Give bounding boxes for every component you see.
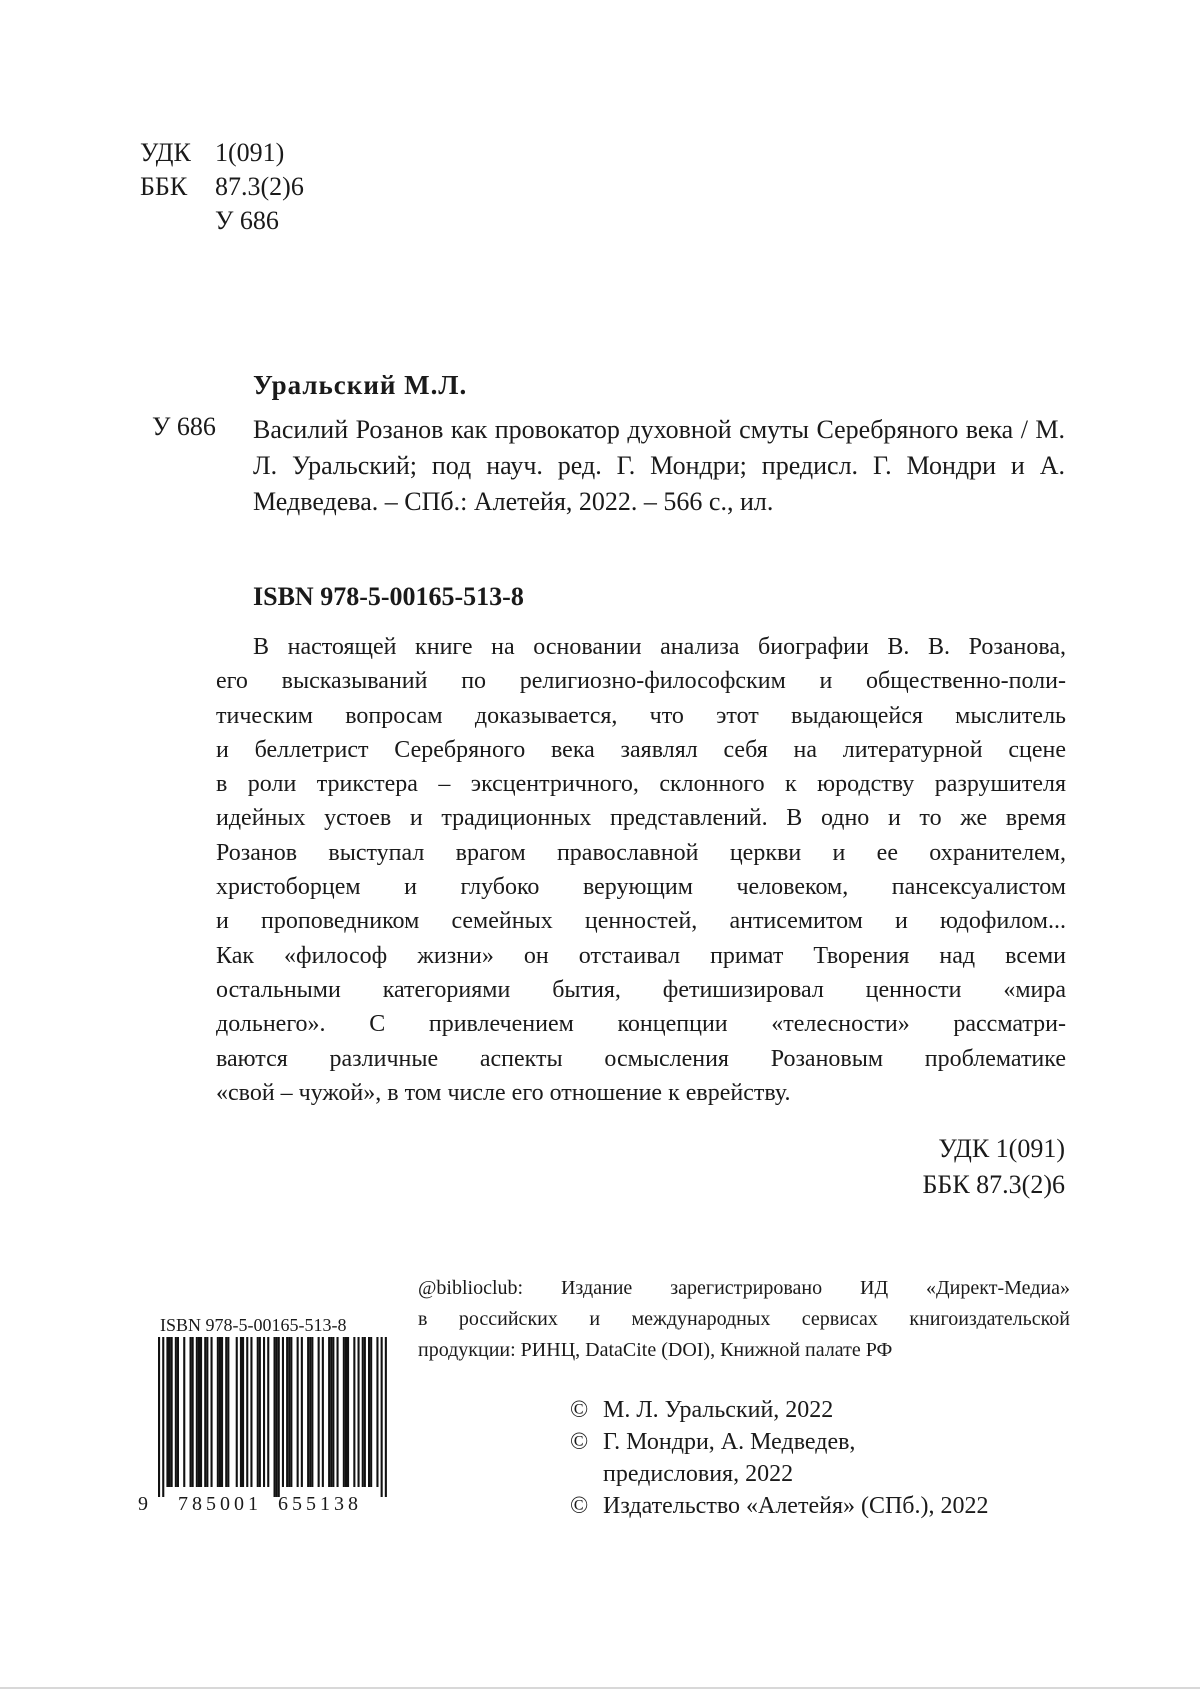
- udk-value: 1(091): [215, 138, 285, 167]
- bbk-value: 87.3(2)6: [215, 172, 304, 201]
- abstract-line: в роли трикстера – эксцентричного, склонного к юродству разрушителя: [216, 771, 1066, 798]
- copyright-line: © Г. Мондри, А. Медведев,: [570, 1426, 989, 1458]
- udk-label: УДК: [140, 138, 191, 167]
- udk-right: УДК 1(091): [938, 1134, 1065, 1163]
- abstract-line: ваются различные аспекты осмысления Розановым проблематике: [216, 1045, 1066, 1072]
- isbn: ISBN 978-5-00165-513-8: [253, 582, 524, 611]
- barcode-bars-icon: [150, 1337, 395, 1502]
- abstract-line: и беллетрист Серебряного века заявлял себя на литературной сцене: [216, 736, 1066, 763]
- abstract-line: Как «философ жизни» он отстаивал примат Творения над всеми: [216, 942, 1066, 969]
- udk-row: [140, 136, 304, 170]
- abstract-line: дольнего». С привлечением концепции «телесности» рассматри-: [216, 1011, 1066, 1038]
- page-bottom-edge: [0, 1687, 1200, 1689]
- author-heading: Уральский М.Л.: [253, 370, 468, 400]
- abstract-line: христоборцем и глубоко верующим человеком, пансексуалистом: [216, 874, 1066, 901]
- copyright-block: [570, 1394, 989, 1522]
- copyright-icon: ©: [570, 1397, 589, 1423]
- isbn-barcode: [138, 1315, 395, 1520]
- author-sign-margin: У 686: [152, 412, 216, 441]
- registration-line: продукции: РИНЦ, DataCite (DOI), Книжной палате РФ: [418, 1339, 893, 1361]
- barcode-isbn-text: ISBN 978-5-00165-513-8: [160, 1315, 347, 1335]
- abstract-line: тическим вопросам доказывается, что этот выдающейся мыслитель: [216, 702, 1066, 729]
- abstract-line: идейных устоев и традиционных представлений. В одно и то же время: [216, 805, 1066, 832]
- copyright-line-continued: предисловия, 2022: [603, 1461, 794, 1487]
- classification-codes: [140, 136, 304, 238]
- abstract-line: В настоящей книге на основании анализа биографии В. В. Розанова,: [253, 634, 1066, 660]
- barcode-digits-right: 655138: [278, 1493, 362, 1515]
- registration-line: @biblioclub: Издание зарегистрировано ИД «Директ-Медиа»: [418, 1277, 1070, 1299]
- copyright-icon: ©: [570, 1429, 589, 1455]
- copyright-line: © Издательство «Алетейя» (СПб.), 2022: [570, 1490, 989, 1522]
- registration-line: в российских и международных сервисах книгоиздательской: [418, 1308, 1070, 1330]
- classification-codes-right: [922, 1131, 1065, 1203]
- abstract-line: «свой – чужой», в том числе его отношение к еврейству.: [216, 1079, 791, 1106]
- registration-notice: [418, 1273, 1070, 1366]
- barcode-lead-digit: 9: [138, 1493, 148, 1515]
- copyright-line: © М. Л. Уральский, 2022: [570, 1394, 989, 1426]
- bbk-label: ББК: [140, 172, 188, 201]
- author-sign-row: [140, 204, 304, 238]
- barcode-digits-left: 785001: [178, 1493, 262, 1515]
- bibliographic-description: Василий Розанов как провокатор духовной смуты Серебряного века / М. Л. Уральский; под науч. ред. Г. Мондри; предисл. Г. Мондри и А. Медведева. – СПб.: Алетейя, 2022. – 566 с., ил.: [253, 415, 1065, 516]
- abstract-line: остальными категориями бытия, фетишизировал ценности «мира: [216, 976, 1066, 1003]
- abstract-line: Розанов выступал врагом православной церкви и ее охранителем,: [216, 839, 1066, 866]
- abstract-line: его высказываний по религиозно-философским и общественно-поли-: [216, 668, 1066, 695]
- copyright-icon: ©: [570, 1493, 589, 1519]
- bbk-row: [140, 170, 304, 204]
- bbk-right: ББК 87.3(2)6: [922, 1170, 1065, 1199]
- author-sign-code: У 686: [215, 206, 279, 235]
- abstract: [216, 630, 1066, 1110]
- abstract-line: и проповедником семейных ценностей, антисемитом и юдофилом...: [216, 908, 1066, 935]
